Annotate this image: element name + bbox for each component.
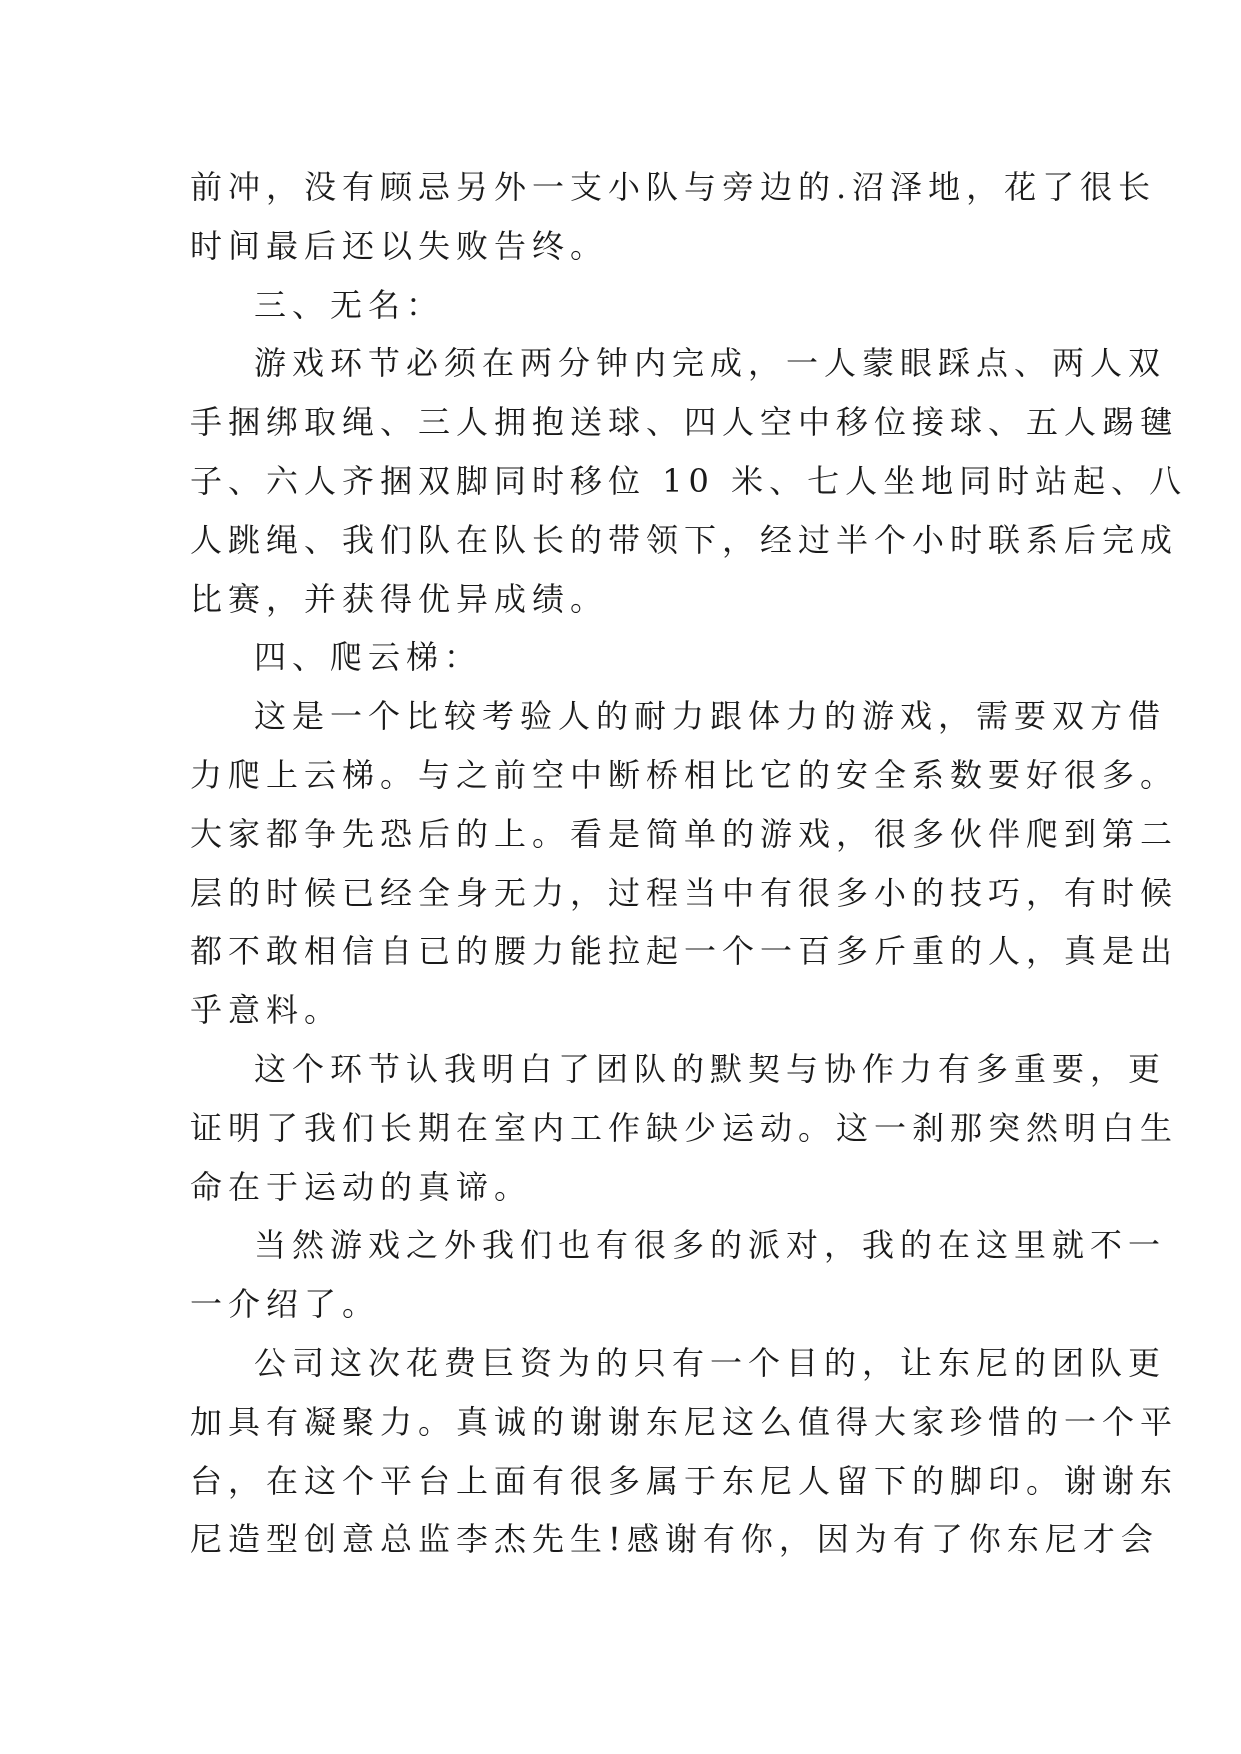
text-line: 时间最后还以失败告终。 [190,226,609,265]
text-line: 手捆绑取绳、三人拥抱送球、四人空中移位接球、五人踢毽 [190,403,1179,442]
text-line: 证明了我们长期在室内工作缺少运动。这一刹那突然明白生 [190,1108,1179,1147]
text-line: 公司这次花费巨资为的只有一个目的，让东尼的团队更 [254,1343,1167,1382]
text-line: 加具有凝聚力。真诚的谢谢东尼这么值得大家珍惜的一个平 [190,1402,1179,1441]
text-line: 力爬上云梯。与之前空中断桥相比它的安全系数要好很多。 [190,755,1179,794]
text-line: 子、六人齐捆双脚同时移位 10 米、七人坐地同时站起、八 [190,461,1188,500]
text-line: 这个环节认我明白了团队的默契与协作力有多重要，更 [254,1049,1167,1088]
text-line: 命在于运动的真谛。 [190,1167,533,1206]
body-text [190,158,1188,1569]
text-line: 层的时候已经全身无力，过程当中有很多小的技巧，有时候 [190,873,1179,912]
text-line: 三、无名： [254,285,445,324]
text-line: 一介绍了。 [190,1285,381,1324]
text-line: 游戏环节必须在两分钟内完成，一人蒙眼踩点、两人双 [254,344,1167,383]
text-line: 这是一个比较考验人的耐力跟体力的游戏，需要双方借 [254,697,1167,736]
text-line: 台，在这个平台上面有很多属于东尼人留下的脚印。谢谢东 [190,1461,1179,1500]
text-line: 前冲，没有顾忌另外一支小队与旁边的.沼泽地，花了很长 [190,168,1157,206]
text-line: 人跳绳、我们队在队长的带领下，经过半个小时联系后完成 [190,520,1179,559]
text-line: 当然游戏之外我们也有很多的派对，我的在这里就不一 [254,1226,1167,1265]
text-line: 乎意料。 [190,991,343,1030]
text-line: 都不敢相信自已的腰力能拉起一个一百多斤重的人，真是出 [190,932,1179,971]
text-line: 比赛，并获得优异成绩。 [190,579,609,618]
text-line: 大家都争先恐后的上。看是简单的游戏，很多伙伴爬到第二 [190,814,1179,853]
text-line: 尼造型创意总监李杰先生!感谢有你，因为有了你东尼才会 [190,1520,1159,1559]
text-line: 四、爬云梯： [254,638,483,677]
